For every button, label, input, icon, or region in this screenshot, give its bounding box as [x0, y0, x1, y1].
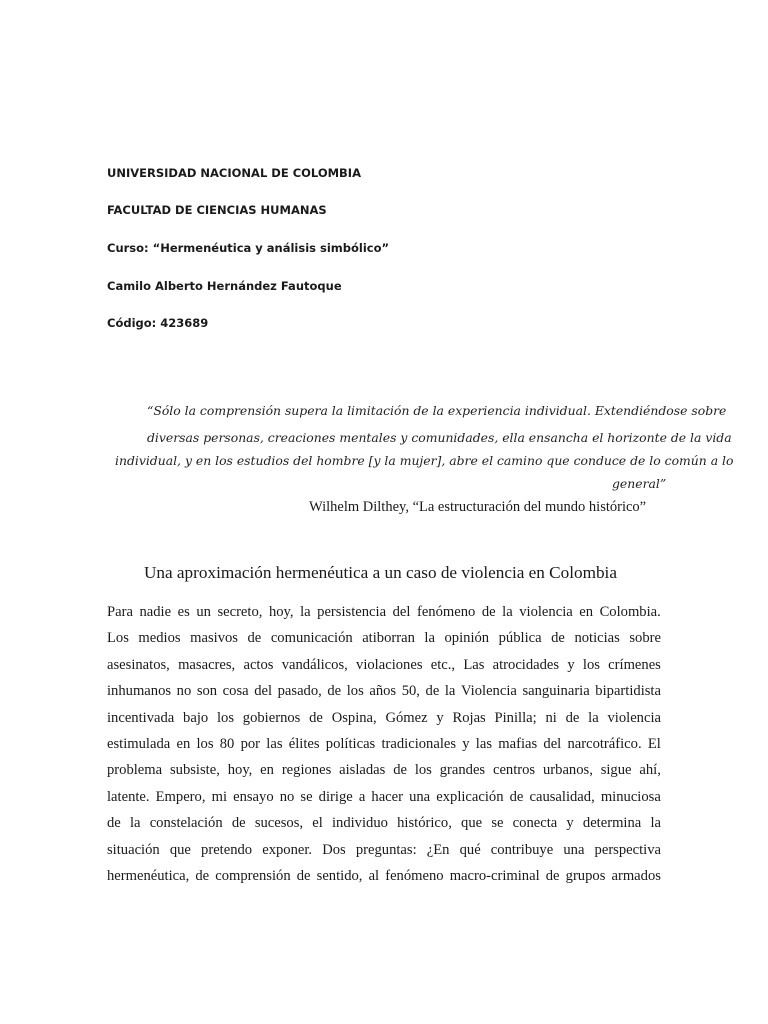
body-line: hermenéutica, de comprensión de sentido, al fenómeno macro-criminal de grupos armados — [107, 868, 661, 884]
body-line: Los medios masivos de comunicación atiborran la opinión pública de noticias sobre — [107, 630, 661, 647]
epigraph-line: “Sólo la comprensión supera la limitación de la experiencia individual. Extendiéndose sobre — [147, 403, 727, 418]
body-line: inhumanos no son cosa del pasado, de los años 50, de la Violencia sanguinaria bipartidista — [107, 683, 661, 700]
body-line: asesinatos, masacres, actos vandálicos, violaciones etc., Las atrocidades y los crímenes — [107, 656, 661, 673]
body-line: de la constelación de sucesos, el individuo histórico, que se conecta y determina la — [107, 815, 661, 832]
body-line: incentivada bajo los gobiernos de Ospina, Gómez y Rojas Pinilla; ni de la violencia — [107, 709, 661, 726]
student-code: Código: 423689 — [107, 316, 209, 330]
epigraph-line: individual, y en los estudios del hombre [y la mujer], abre el camino que conduce de lo común a lo — [115, 453, 734, 468]
university-name: UNIVERSIDAD NACIONAL DE COLOMBIA — [107, 166, 361, 180]
body-line: situación que pretendo exponer. Dos preguntas: ¿En qué contribuye una perspectiva — [107, 841, 661, 858]
course-name: Curso: “Hermenéutica y análisis simbólico” — [107, 241, 390, 255]
essay-title: Una aproximación hermenéutica a un caso de violencia en Colombia — [144, 563, 617, 582]
body-line: latente. Empero, mi ensayo no se dirige a hacer una explicación de causalidad, minuciosa — [107, 788, 661, 805]
epigraph-line: general” — [612, 476, 667, 491]
body-line: estimulada en los 80 por las élites políticas tradicionales y las mafias del narcotráfico. El — [107, 736, 661, 752]
body-line: Para nadie es un secreto, hoy, la persistencia del fenómeno de la violencia en Colombia. — [107, 604, 661, 620]
faculty-name: FACULTAD DE CIENCIAS HUMANAS — [107, 203, 327, 217]
author-name: Camilo Alberto Hernández Fautoque — [107, 279, 342, 293]
epigraph-attribution: Wilhelm Dilthey, “La estructuración del mundo histórico” — [309, 499, 647, 515]
body-line: problema subsiste, hoy, en regiones aisladas de los grandes centros urbanos, sigue ahí, — [107, 762, 661, 779]
epigraph-line: diversas personas, creaciones mentales y comunidades, ella ensancha el horizonte de la vida — [147, 430, 732, 445]
